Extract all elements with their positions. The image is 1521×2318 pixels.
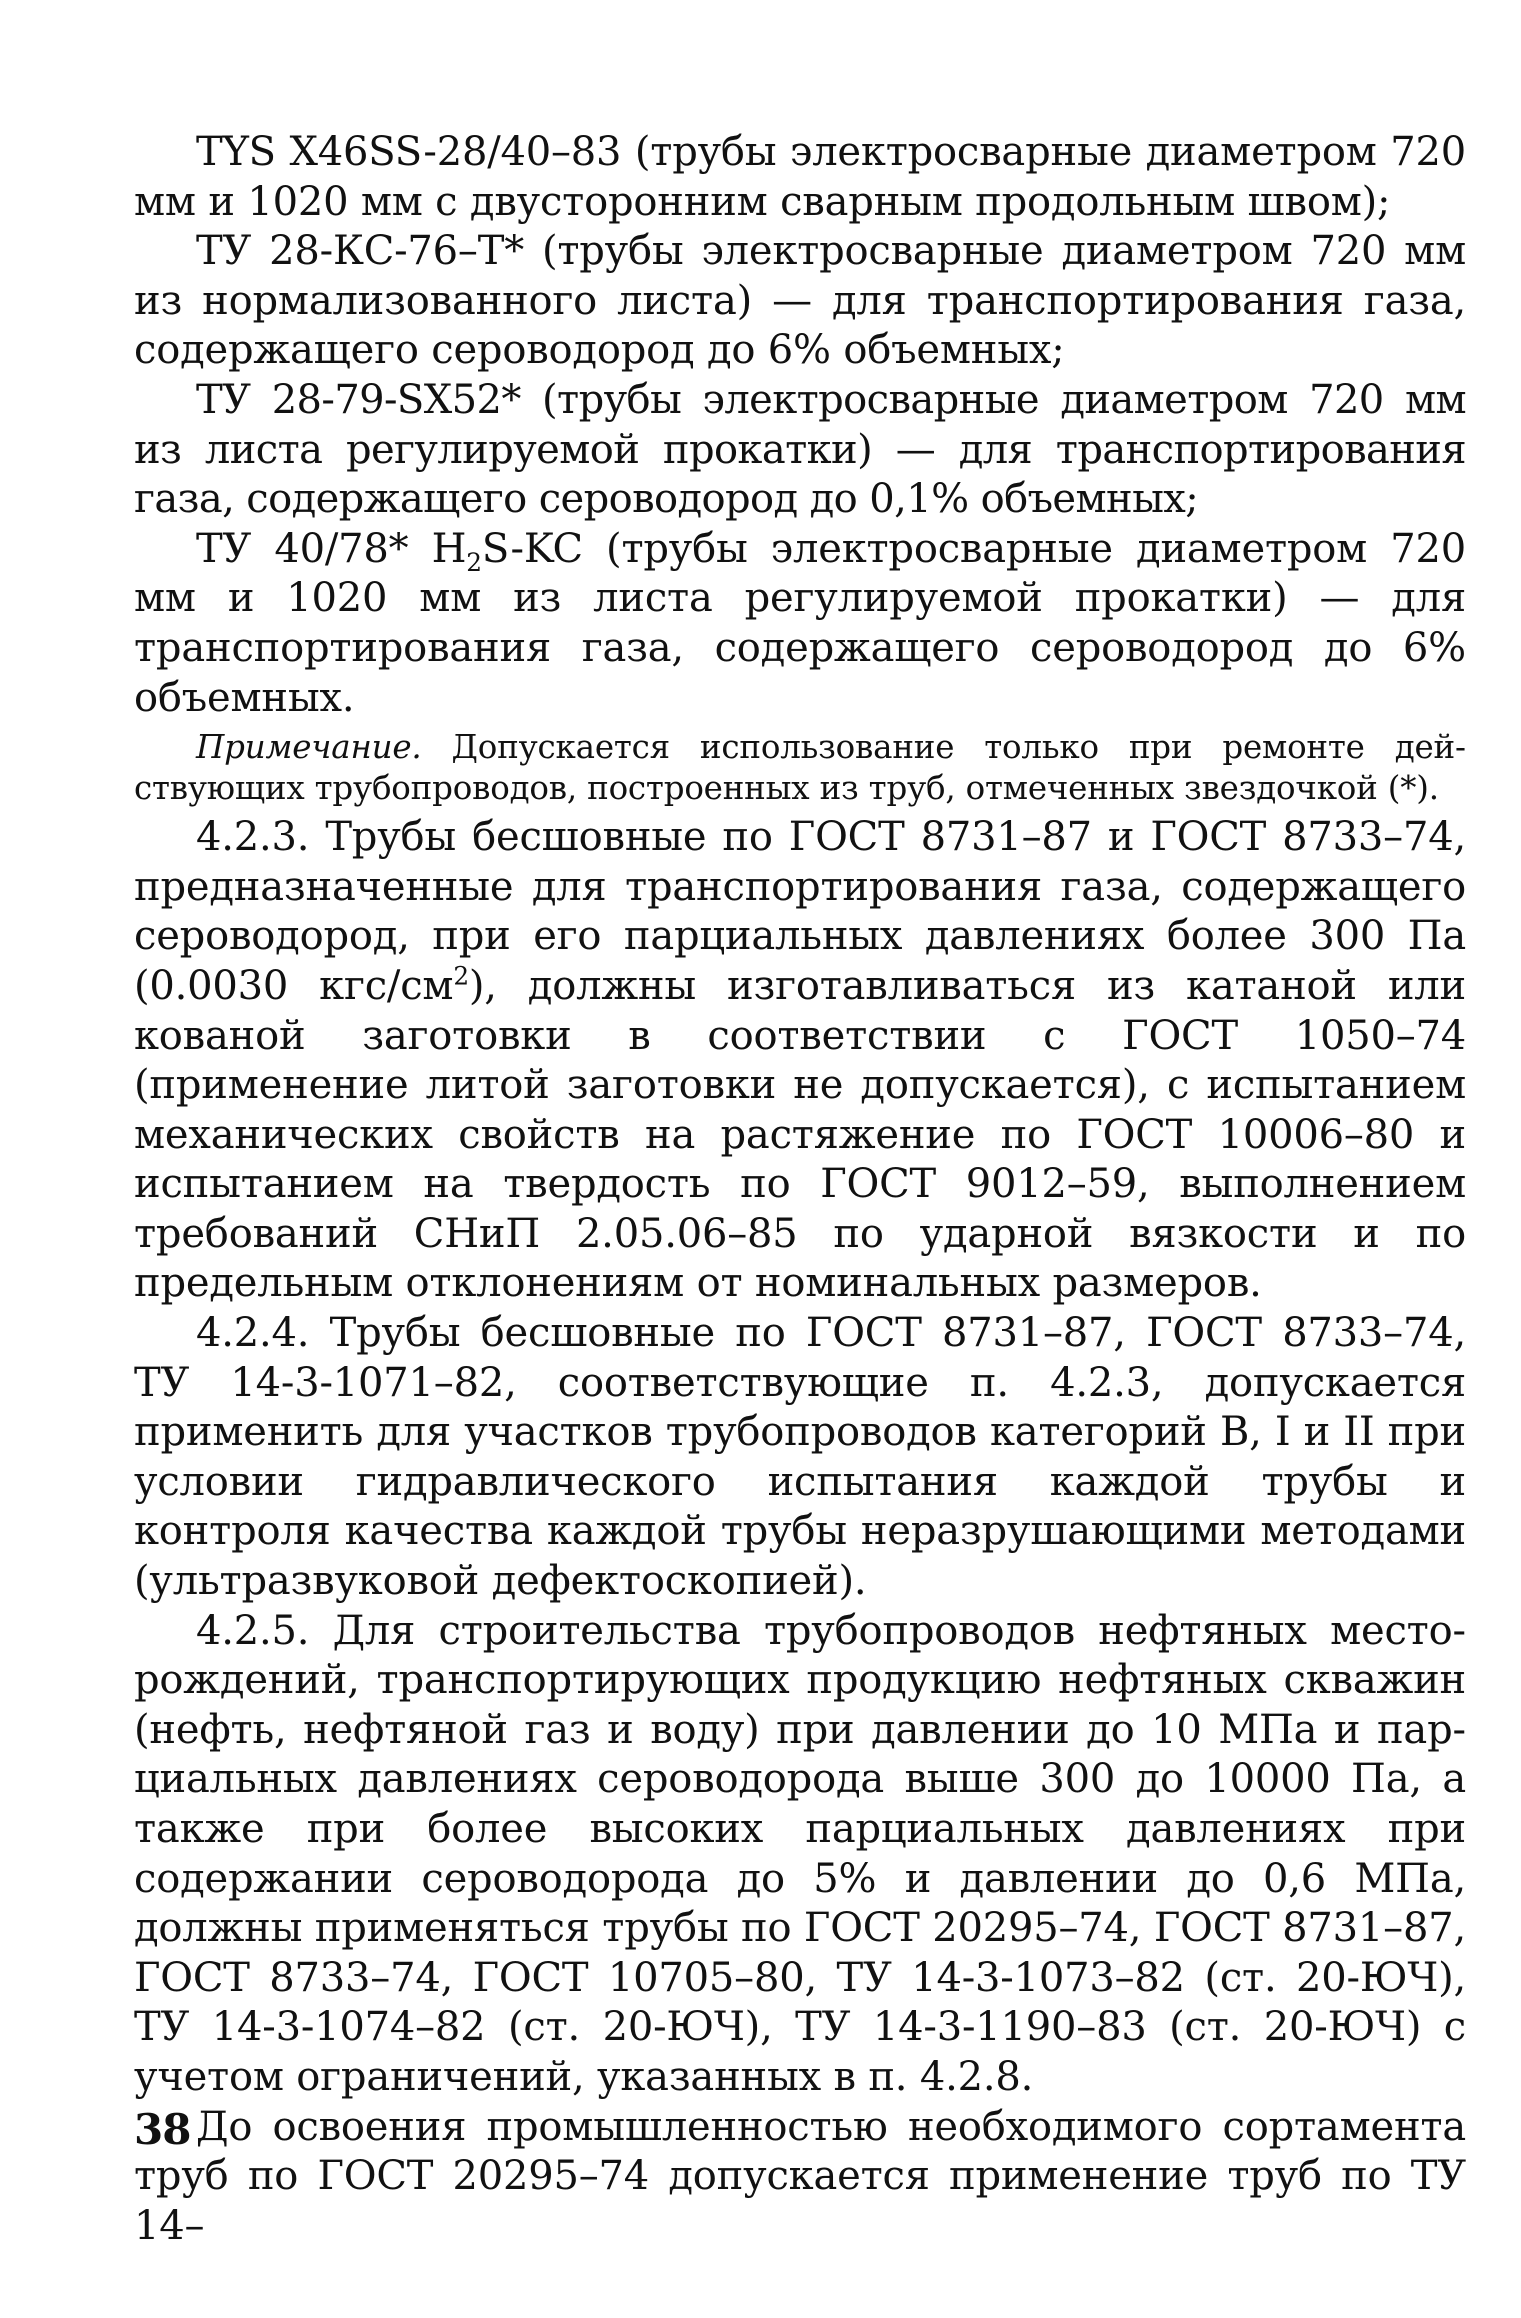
p423-part1: 4.2.3. Трубы бесшовные по ГОСТ 8731–87 и ГОСТ 8733–74, предназначенные для транспортирования газа, содержащего сероводород, при его парциальных давлениях более 300 Па (0.0030 кгс/см <box>134 814 1466 1009</box>
paragraph-tys: TYS X46SS-28/40–83 (трубы электросварные диаметром 720 мм и 1020 мм с двусторонним сварным продольным швом); <box>134 129 1466 225</box>
tu-40-78-prefix: ТУ 40/78* H <box>196 525 467 572</box>
paragraph-4-2-5: 4.2.5. Для строительства трубопроводов нефтяных месторождений, транспортирующих продукцию нефтяных скважин (нефть, нефтяной газ и воду) при давлении до 10 МПа и парциальных давлениях сероводорода выше 300 до 10000 Па, а также при более высоких парциальных давлениях при содержании сероводорода до 5% и давлении до 0,6 МПа, должны применяться трубы по ГОСТ 20295–74, ГОСТ 8731–87, ГОСТ 8733–74, ГОСТ 10705–80, ТУ 14-3-1073–82 (ст. 20-ЮЧ), ТУ 14-3-1074–82 (ст. 20-ЮЧ), ТУ 14-3-1190–83 (ст. 20-ЮЧ) с учетом ограничений, указанных в п. 4.2.8. <box>134 1607 1466 2100</box>
text-column <box>134 128 1466 2251</box>
note-paragraph <box>134 727 1466 809</box>
paragraph-tu-40-78 <box>134 525 1466 723</box>
tu-40-78-suffix: S-KC (трубы электросварные диаметром 720 мм и 1020 мм из листа регулируемой прокатки) — для транспортирования газа, содержащего сероводород до 6% объемных. <box>134 525 1466 721</box>
paragraph-4-2-3 <box>134 813 1466 1309</box>
paragraph-do-osvoeniya: До освоения промышленностью необходимого сортамента труб по ГОСТ 20295–74 допускается применение труб по ТУ 14– <box>134 2103 1466 2249</box>
paragraph-tu-28-79: ТУ 28-79-SX52* (трубы электросварные диаметром 720 мм из листа регулируемой прокатки) — для транспортирования газа, содержащего сероводород до 0,1% объемных; <box>134 376 1466 523</box>
paragraph-4-2-4: 4.2.4. Трубы бесшовные по ГОСТ 8731–87, ГОСТ 8733–74, ТУ 14-3-1071–82, соответствующие п. 4.2.3, допускается применить для участков трубопроводов категорий В, I и II при условии гидравлического испытания каждой трубы и контроля качества каждой трубы неразрушающими методами (ультразвуковой дефектоскопией). <box>134 1310 1466 1605</box>
p423-part2: ), должны изготавливаться из катаной или кованой заготовки в соответствии с ГОСТ 1050–74 (применение литой заготовки не допускается), с испытанием механических свойств на растяжение по ГОСТ 10006–80 и испытанием на твердость по ГОСТ 9012–59, выполнением требований СНиП 2.05.06–85 по ударной вязкости и по предельным отклонениям от номинальных размеров. <box>134 962 1466 1307</box>
page-number: 38 <box>134 2105 191 2154</box>
note-label: Примечание. <box>196 728 422 767</box>
paragraph-tu-28-ks: ТУ 28-КС-76–Т* (трубы электросварные диаметром 720 мм из нормализованного листа) — для транспортирования газа, содержащего сероводород до 6% объемных; <box>134 228 1466 374</box>
p423-superscript: 2 <box>453 961 469 991</box>
note-text: Допускается использование только при ремонте действующих трубопроводов, построенных из труб, отмеченных звездочкой (*). <box>134 728 1466 808</box>
tu-40-78-subscript: 2 <box>466 547 482 577</box>
